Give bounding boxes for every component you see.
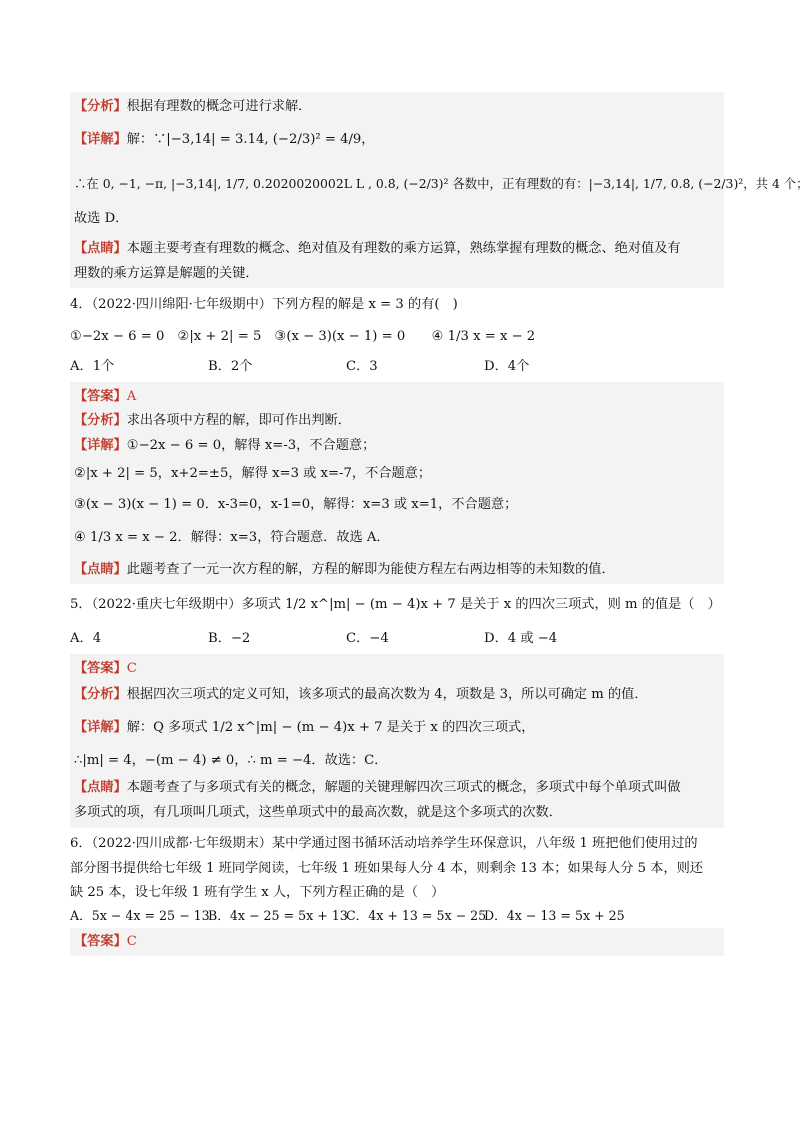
question-text: 6．（2022·四川成都·七年级期末）某中学通过图书循环活动培养学生环保意识，八年级 1 班把他们使用过的 (70, 836, 698, 851)
q4-stem (70, 288, 724, 318)
q6-stem-1 (70, 828, 724, 856)
answer-value: A (126, 389, 137, 404)
q5-options (70, 624, 724, 654)
comment-text: 理数的乘方运算是解题的关键． (74, 266, 259, 281)
option-b[interactable]: B．−2 (208, 631, 251, 646)
detail-text: ∴|m| = 4，−(m − 4) ≠ 0，∴ m = −4．故选：C． (74, 753, 388, 768)
detail-text: 故选 D． (74, 211, 129, 226)
q5-answer (74, 656, 720, 680)
q5-analysis (74, 680, 720, 708)
option-a[interactable]: A．1个 (70, 359, 115, 374)
option-a[interactable]: A．5x − 4x = 25 − 13 (70, 908, 210, 923)
comment-text: 多项式的项，有几项叫几项式，这些单项式中的最高次数，就是这个多项式的次数． (74, 805, 562, 820)
comment-text: 此题考查了一元一次方程的解，方程的解即为能使方程左右两边相等的未知数的值． (126, 562, 615, 577)
option-b[interactable]: B．4x − 25 = 5x + 13 (208, 908, 348, 923)
answer-value: C (126, 934, 137, 949)
q6-solution-block (70, 928, 724, 956)
analysis-tag: 【分析】 (74, 99, 127, 114)
analysis-tag: 【分析】 (74, 687, 127, 702)
option-d[interactable]: D．4x − 13 = 5x + 25 (484, 908, 625, 923)
q3-comment-1 (74, 236, 720, 260)
analysis-tag: 【分析】 (74, 413, 127, 428)
analysis-text: 求出各项中方程的解，即可作出判断． (126, 413, 351, 428)
detail-tag: 【详解】 (74, 720, 127, 735)
comment-text: 本题主要考查有理数的概念、绝对值及有理数的乘方运算，熟练掌握有理数的概念、绝对值及有 (126, 241, 681, 256)
option-a[interactable]: A．4 (70, 631, 102, 646)
detail-text: ④ 1/3 x = x − 2．解得：x=3，符合题意．故选 A． (74, 530, 390, 545)
option-d[interactable]: D．4个 (484, 359, 530, 374)
q4-analysis (74, 408, 720, 432)
option-c[interactable]: C．4x + 13 = 5x − 25 (346, 908, 487, 923)
q3-comment-2 (74, 260, 720, 284)
detail-tag: 【详解】 (74, 438, 127, 453)
comment-tag: 【点睛】 (74, 241, 127, 256)
comment-tag: 【点睛】 (74, 780, 127, 795)
q3-detail-3 (74, 210, 720, 236)
question-items: ①−2x − 6 = 0 ②|x + 2| = 5 ③(x − 3)(x − 1) = 0 ④ 1/3 x = x − 2 (70, 329, 536, 344)
q6-answer (74, 930, 720, 952)
q4-detail-4 (74, 520, 720, 558)
q4-items (70, 318, 724, 352)
option-d[interactable]: D．4 或 −4 (484, 631, 558, 646)
q4-comment (74, 558, 720, 580)
q5-stem (70, 584, 724, 624)
comment-tag: 【点睛】 (74, 562, 127, 577)
option-b[interactable]: B．2个 (208, 359, 253, 374)
comment-text: 本题考查了与多项式有关的概念，解题的关键理解四次三项式的概念，多项式中每个单项式叫做 (126, 780, 681, 795)
detail-tag: 【详解】 (74, 132, 127, 147)
q5-comment-1 (74, 774, 720, 800)
detail-text: 解：∵|−3,14| = 3.14, (−2/3)² = 4/9， (126, 132, 375, 147)
detail-text: 解：Q 多项式 1/2 x^|m| − (m − 4)x + 7 是关于 x 的四次三项式， (126, 720, 535, 735)
detail-text: ③(x − 3)(x − 1) = 0．x-3=0，x-1=0，解得：x=3 或 x=1，不合题意； (74, 497, 518, 512)
question-text: 缺 25 本，设七年级 1 班有学生 x 人，下列方程正确的是（ ） (70, 885, 445, 900)
q6-stem-2 (70, 856, 724, 880)
q4-detail-3 (74, 490, 720, 520)
option-c[interactable]: C．3 (346, 359, 378, 374)
option-c[interactable]: C．−4 (346, 631, 389, 646)
detail-text: ②|x + 2| = 5，x+2=±5，解得 x=3 或 x=-7，不合题意； (74, 466, 432, 481)
analysis-text: 根据四次三项式的定义可知，该多项式的最高次数为 4，项数是 3，所以可确定 m 的值． (126, 687, 648, 702)
q4-detail-1 (74, 432, 720, 458)
q4-options (70, 352, 724, 382)
q3-detail-1 (74, 122, 720, 162)
document-page (70, 92, 809, 956)
q3-solution-block (70, 92, 809, 288)
question-text: 部分图书提供给七年级 1 班同学阅读，七年级 1 班如果每人分 4 本，则剩余 13 本；如果每人分 5 本，则还 (70, 861, 703, 876)
answer-value: C (126, 661, 137, 676)
answer-tag: 【答案】 (74, 661, 127, 676)
q6-options (70, 904, 724, 928)
q4-answer (74, 384, 720, 408)
q3-detail-2 (74, 162, 809, 210)
question-text: 4．（2022·四川绵阳·七年级期中）下列方程的解是 x = 3 的有( ) (70, 297, 458, 312)
q5-solution-block (70, 654, 724, 828)
analysis-text: 根据有理数的概念可进行求解． (126, 99, 312, 114)
q4-solution-block (70, 382, 724, 584)
detail-text: ∴在 0, −1, −π, |−3,14|, 1/7, 0.2020020002L L , 0.8̇, (−2/3)² 各数中，正有理数的有：|−3,14|, 1/7, 0.8̇, (−2/3)²，共 4 个； (74, 176, 809, 191)
q4-detail-2 (74, 458, 720, 490)
answer-tag: 【答案】 (74, 389, 127, 404)
q3-analysis (74, 98, 720, 122)
detail-text: ①−2x − 6 = 0，解得 x=-3，不合题意； (126, 438, 376, 453)
question-text: 5．（2022·重庆七年级期中）多项式 1/2 x^|m| − (m − 4)x + 7 是关于 x 的四次三项式，则 m 的值是（ ） (70, 597, 721, 612)
q5-detail-2 (74, 748, 720, 774)
answer-tag: 【答案】 (74, 934, 127, 949)
q6-stem-3 (70, 880, 724, 904)
q5-detail-1 (74, 708, 720, 748)
q5-comment-2 (74, 800, 720, 824)
